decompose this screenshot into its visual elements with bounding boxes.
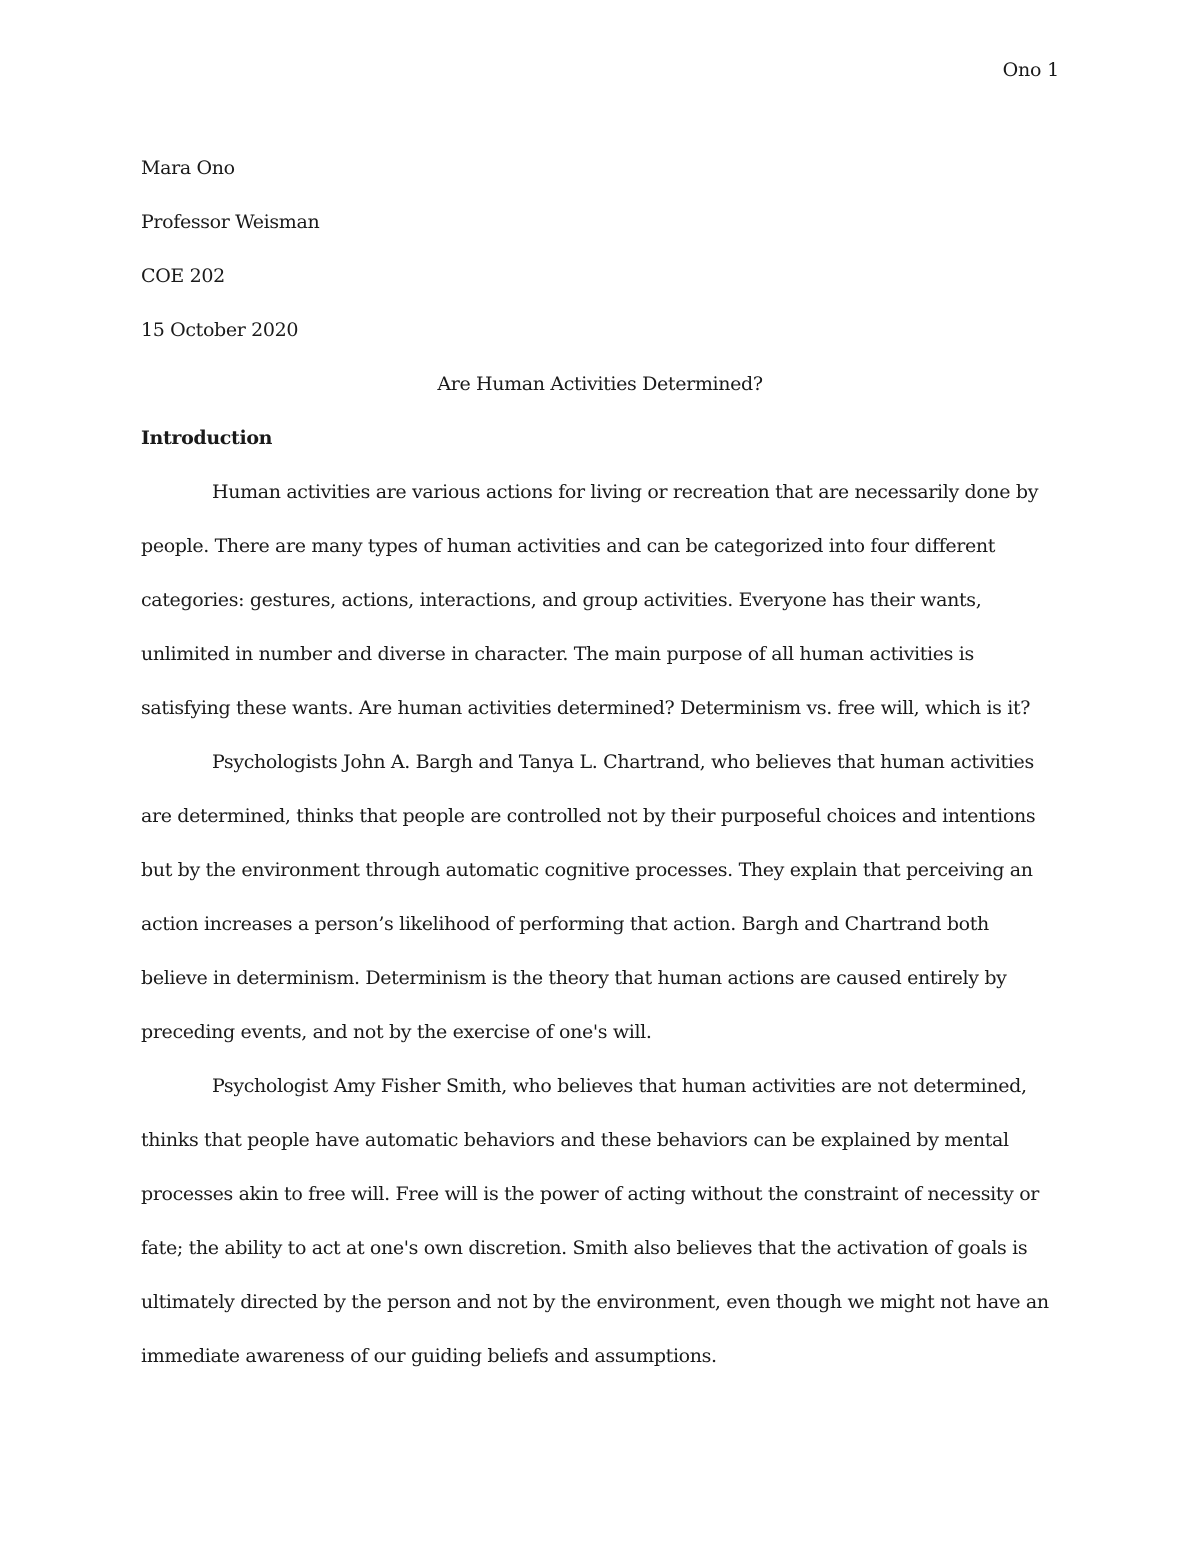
document-title: Are Human Activities Determined? <box>437 373 763 395</box>
paragraph: Human activities are various actions for living or recreation that are necessarily done by people. There are many types of human activities and can be categorized into four different categories: gestures, actions, interactions, and group activities. Everyone has their wants, unlimited in number and diverse in character. The main purpose of all human activities is satisfying these wants. Are human activities determined? Determinism vs. free will, which is it? <box>141 481 1039 719</box>
professor-name: Professor Weisman <box>141 211 320 233</box>
student-name: Mara Ono <box>141 157 235 179</box>
section-heading-introduction: Introduction <box>141 427 273 449</box>
course-name: COE 202 <box>141 265 225 287</box>
paragraph: Psychologists John A. Bargh and Tanya L. Chartrand, who believes that human activities are determined, thinks that people are controlled not by their purposeful choices and intentions but by the environment through automatic cognitive processes. They explain that perceiving an action increases a person’s likelihood of performing that action. Bargh and Chartrand both believe in determinism. Determinism is the theory that human actions are caused entirely by preceding events, and not by the exercise of one's will. <box>141 751 1036 1043</box>
running-head: Ono 1 <box>1002 59 1059 81</box>
document-body <box>141 141 1059 1383</box>
paragraph: Psychologist Amy Fisher Smith, who believes that human activities are not determined, thinks that people have automatic behaviors and these behaviors can be explained by mental processes akin to free will. Free will is the power of acting without the constraint of necessity or fate; the ability to act at one's own discretion. Smith also believes that the activation of goals is ultimately directed by the person and not by the environment, even though we might not have an immediate awareness of our guiding beliefs and assumptions. <box>141 1075 1049 1367</box>
document-date: 15 October 2020 <box>141 319 299 341</box>
